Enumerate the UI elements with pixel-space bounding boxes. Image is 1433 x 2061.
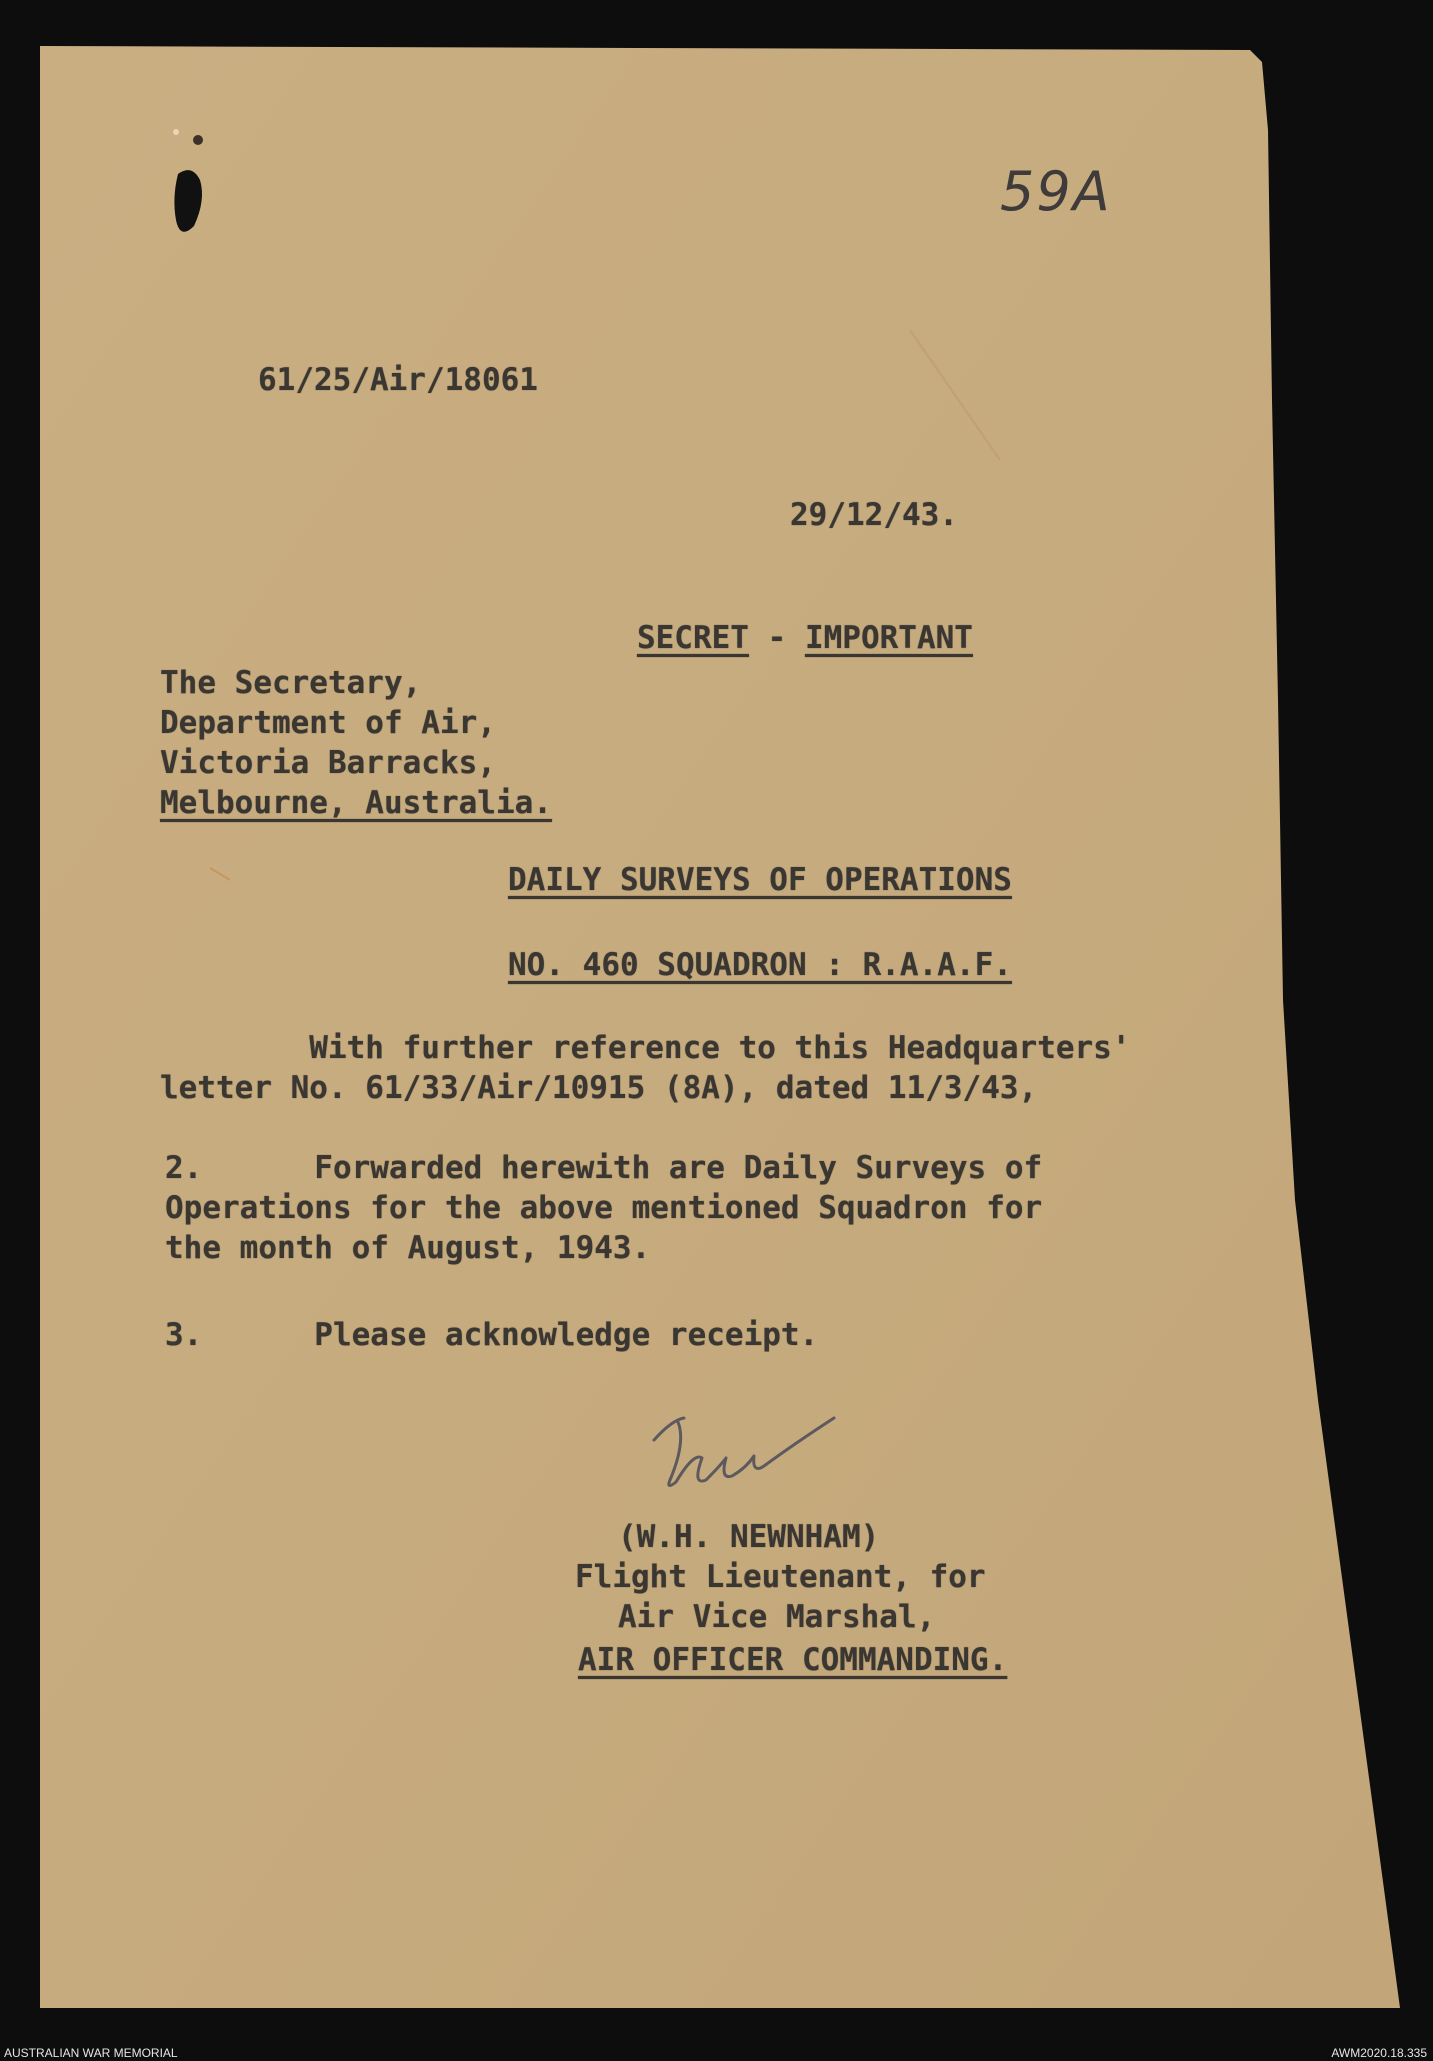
footer-accession-number: AWM2020.18.335 [1331, 2046, 1427, 2060]
paragraph-line: the month of August, 1943. [165, 1230, 651, 1266]
paragraph-line: With further reference to this Headquarters' [160, 1030, 1131, 1066]
classification-important: IMPORTANT [804, 620, 973, 656]
signatory-office: AIR OFFICER COMMANDING. [578, 1642, 1008, 1678]
paragraph-line: Operations for the above mentioned Squadron for [165, 1190, 1043, 1226]
subject-title: DAILY SURVEYS OF OPERATIONS [508, 862, 1012, 898]
footer-institution: AUSTRALIAN WAR MEMORIAL [4, 2046, 178, 2060]
signatory-rank: Flight Lieutenant, for [575, 1559, 986, 1595]
addressee-line: Melbourne, Australia. [160, 785, 552, 821]
addressee-line: The Secretary, [160, 665, 422, 701]
signatory-for: Air Vice Marshal, [618, 1599, 936, 1635]
subject-squadron: NO. 460 SQUADRON : R.A.A.F. [508, 947, 1012, 983]
classification [525, 578, 973, 698]
letter-date: 29/12/43. [790, 497, 958, 533]
paragraph-line: 2. Forwarded herewith are Daily Surveys of [165, 1150, 1043, 1186]
handwritten-signature [640, 1400, 900, 1510]
addressee-line: Department of Air, [160, 705, 496, 741]
signatory-name: (W.H. NEWNHAM) [618, 1519, 880, 1555]
classification-separator: - [748, 620, 805, 656]
file-reference: 61/25/Air/18061 [258, 362, 538, 398]
folio-number: 59A [1000, 160, 1112, 223]
paragraph-line: 3. Please acknowledge receipt. [165, 1317, 819, 1353]
addressee-line: Victoria Barracks, [160, 745, 496, 781]
classification-secret: SECRET [636, 620, 749, 656]
paragraph-line: letter No. 61/33/Air/10915 (8A), dated 11/3/43, [160, 1070, 1038, 1106]
